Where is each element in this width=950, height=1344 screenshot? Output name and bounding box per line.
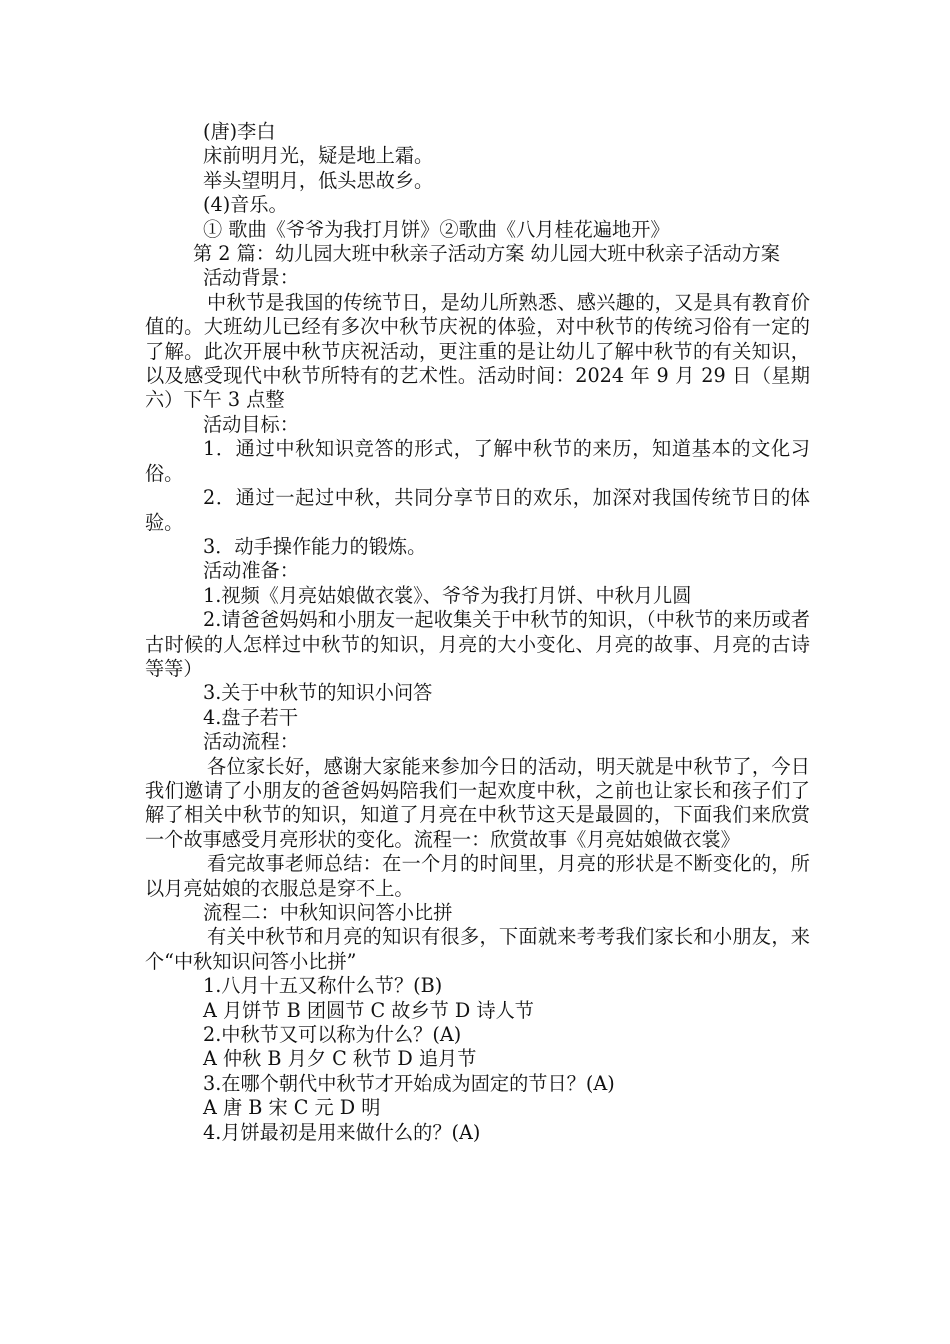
- quiz-options: A 仲秋 B 月夕 C 秋节 D 追月节: [203, 1047, 477, 1071]
- flow-step-intro: 有关中秋节和月亮的知识有很多，下面就来考考我们家长和小朋友，来个“中秋知识问答小比拼”: [145, 925, 810, 973]
- flow-heading: 活动流程：: [203, 730, 299, 754]
- poem-author: (唐)李白: [203, 120, 276, 143]
- prep-item: 2.请爸爸妈妈和小朋友一起收集关于中秋节的知识，（中秋节的来历或者古时候的人怎样过中秋节的知识，月亮的大小变化、月亮的故事、月亮的古诗等等）: [145, 608, 810, 680]
- quiz-options: A 月饼节 B 团圆节 C 故乡节 D 诗人节: [203, 998, 534, 1022]
- music-heading: (4)音乐。: [203, 193, 288, 217]
- quiz-question: 3.在哪个朝代中秋节才开始成为固定的节日？(A): [203, 1071, 615, 1095]
- quiz-options: A 唐 B 宋 C 元 D 明: [203, 1096, 381, 1120]
- document-body: [145, 120, 810, 1145]
- poem-line: 床前明月光，疑是地上霜。: [203, 144, 434, 168]
- prep-item: 3.关于中秋节的知识小问答: [203, 681, 433, 705]
- prep-heading: 活动准备：: [203, 559, 299, 583]
- poem-line: 举头望明月，低头思故乡。: [203, 168, 434, 192]
- prep-item: 4.盘子若干: [203, 705, 299, 729]
- flow-summary-paragraph: 看完故事老师总结：在一个月的时间里，月亮的形状是不断变化的，所以月亮姑娘的衣服总是穿不上。: [145, 852, 810, 900]
- music-songs: ① 歌曲《爷爷为我打月饼》②歌曲《八月桂花遍地开》: [203, 217, 670, 241]
- goals-heading: 活动目标：: [203, 412, 299, 436]
- section-title: 第 2 篇：幼儿园大班中秋亲子活动方案 幼儿园大班中秋亲子活动方案: [193, 242, 780, 266]
- background-heading: 活动背景：: [203, 266, 299, 290]
- quiz-question: 2.中秋节又可以称为什么？(A): [203, 1023, 462, 1047]
- flow-step-heading: 流程二：中秋知识问答小比拼: [203, 901, 453, 924]
- background-paragraph: 中秋节是我国的传统节日，是幼儿所熟悉、感兴趣的，又是具有教育价值的。大班幼儿已经有多次中秋节庆祝的体验，对中秋节的传统习俗有一定的了解。此次开展中秋节庆祝活动，更注重的是让幼儿了解中秋节的有关知识，以及感受现代中秋节所特有的艺术性。活动时间：2024 年 9 月 29 日（星期六）下午 3 点整: [145, 290, 810, 412]
- goal-item: 2．通过一起过中秋，共同分享节日的欢乐，加深对我国传统节日的体验。: [145, 486, 810, 534]
- quiz-question: 1.八月十五又称什么节？(B): [203, 974, 443, 998]
- goal-item: 3．动手操作能力的锻炼。: [203, 534, 427, 558]
- flow-intro-paragraph: 各位家长好，感谢大家能来参加今日的活动，明天就是中秋节了，今日我们邀请了小朋友的爸爸妈妈陪我们一起欢度中秋，之前也让家长和孩子们了解了相关中秋节的知识，知道了月亮在中秋节这天是最圆的，下面我们来欣赏一个故事感受月亮形状的变化。流程一：欣赏故事《月亮姑娘做衣裳》: [145, 754, 810, 851]
- goal-item: 1．通过中秋知识竞答的形式，了解中秋节的来历，知道基本的文化习俗。: [145, 437, 810, 485]
- quiz-question: 4.月饼最初是用来做什么的？(A): [203, 1120, 481, 1144]
- prep-item: 1.视频《月亮姑娘做衣裳》、爷爷为我打月饼、中秋月儿圆: [203, 583, 692, 607]
